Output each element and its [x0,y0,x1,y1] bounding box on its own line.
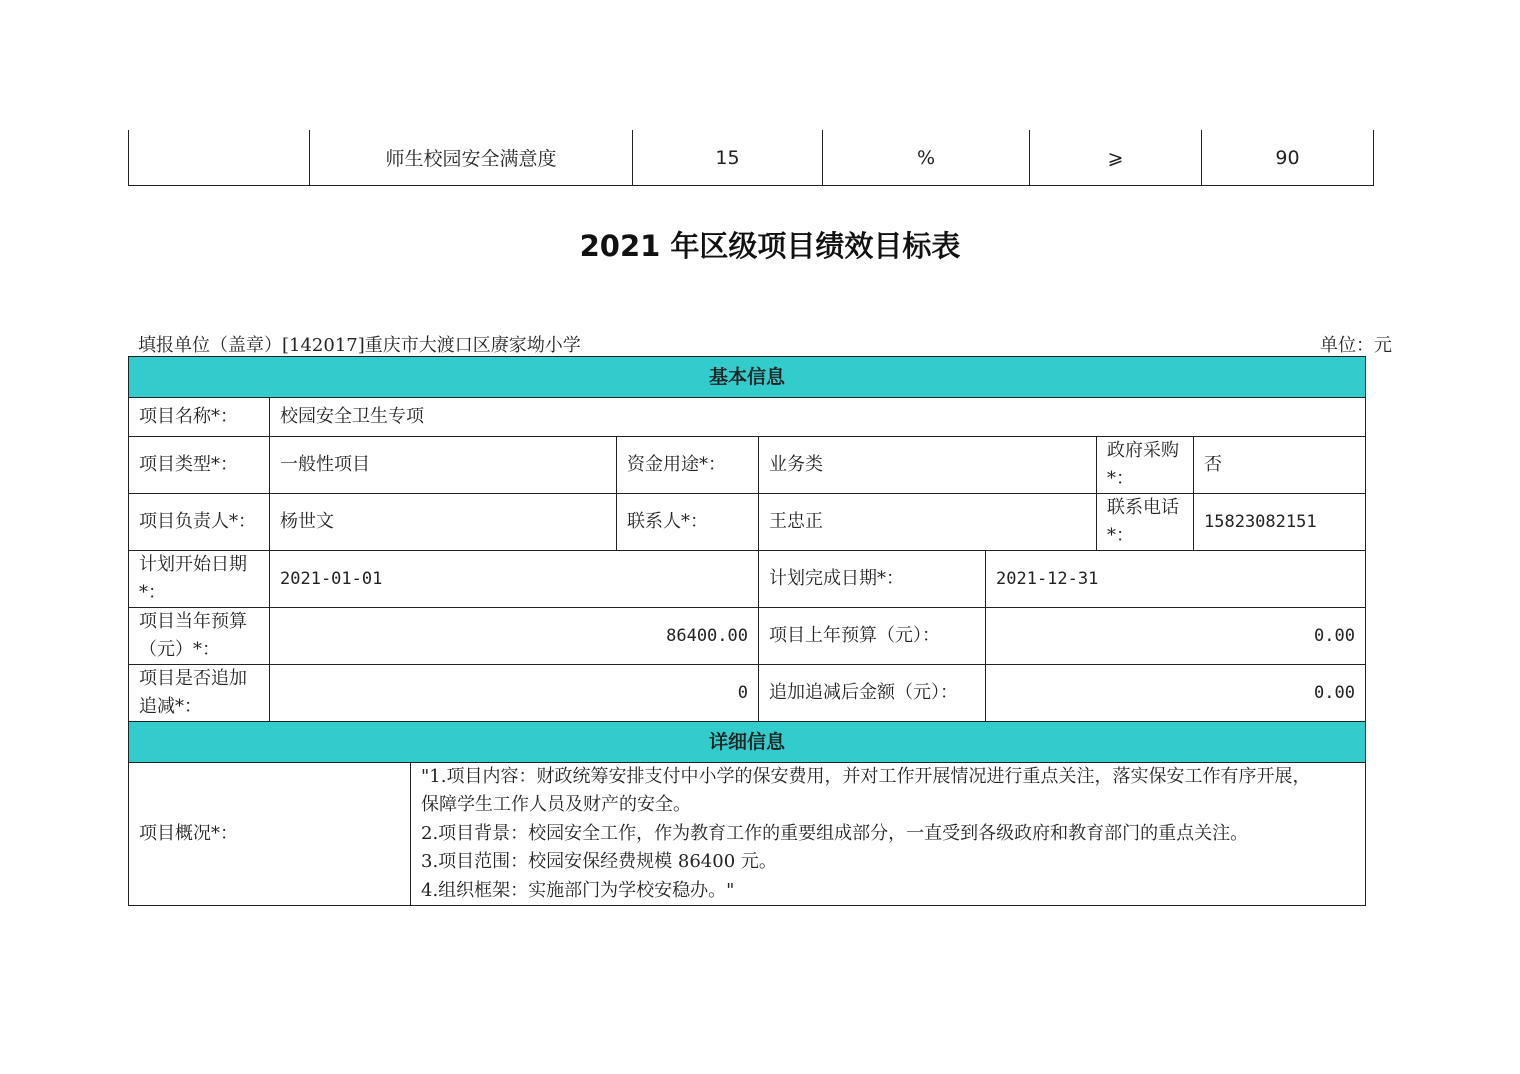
project-name-value: 校园安全卫生专项 [270,398,1366,437]
fund-use-label: 资金用途*： [617,437,759,494]
project-name-label: 项目名称*： [129,398,270,437]
current-budget-value: 86400.00 [270,608,759,665]
start-date-value: 2021-01-01 [270,551,759,608]
overview-line: 4.组织框架：实施部门为学校安稳办。" [421,879,735,901]
page-title: 2021 年区级项目绩效目标表 [579,229,961,263]
adjusted-amount-value: 0.00 [986,665,1366,722]
fund-use-value: 业务类 [759,437,1097,494]
indicator-name-cell: 师生校园安全满意度 [310,130,633,186]
table-row [129,494,1366,551]
basic-info-header: 基本信息 [129,357,1366,398]
currency-unit: 单位：元 [1320,335,1392,356]
end-date-value: 2021-12-31 [986,551,1366,608]
overview-line: 保障学生工作人员及财产的安全。 [421,794,691,816]
indicator-weight-cell: 15 [633,130,823,186]
overview-line: 2.项目背景：校园安全工作，作为教育工作的重要组成部分，一直受到各级政府和教育部门的重点关注。 [421,822,1249,844]
table-row [129,357,1366,398]
indicator-operator-cell: ⩾ [1030,130,1202,186]
start-date-label: 计划开始日期*： [129,551,270,608]
adjusted-amount-label: 追加追减后金额（元）： [759,665,986,722]
phone-value: 15823082151 [1194,494,1366,551]
gov-procurement-value: 否 [1194,437,1366,494]
contact-label: 联系人*： [617,494,759,551]
adjust-label: 项目是否追加追减*： [129,665,270,722]
detail-info-header: 详细信息 [129,722,1366,763]
end-date-label: 计划完成日期*： [759,551,986,608]
overview-line: 3.项目范围：校园安保经费规模 86400 元。 [421,851,777,873]
indicator-target-cell: 90 [1202,130,1374,186]
table-row [129,722,1366,763]
prev-budget-label: 项目上年预算（元）： [759,608,986,665]
prev-budget-value: 0.00 [986,608,1366,665]
project-overview-label: 项目概况*： [129,763,411,906]
current-budget-label: 项目当年预算（元）*： [129,608,270,665]
overview-line: "1.项目内容：财政统筹安排支付中小学的保安费用，并对工作开展情况进行重点关注，落实保安工作有序开展， [421,766,1311,787]
project-leader-value: 杨世文 [270,494,617,551]
reporting-unit: 填报单位（盖章）[142017]重庆市大渡口区赓家坳小学 [138,335,581,356]
indicator-category-cell [129,130,310,186]
phone-label: 联系电话*： [1097,494,1194,551]
contact-value: 王忠正 [759,494,1097,551]
indicator-table-fragment [128,130,1374,186]
project-type-label: 项目类型*： [129,437,270,494]
project-type-value: 一般性项目 [270,437,617,494]
table-row [129,763,1366,906]
table-row [129,551,1366,608]
table-row [129,398,1366,437]
gov-procurement-label: 政府采购*： [1097,437,1194,494]
table-row [129,665,1366,722]
table-row [129,130,1374,186]
project-overview-value [411,763,1366,906]
indicator-unit-cell: % [823,130,1030,186]
project-leader-label: 项目负责人*： [129,494,270,551]
table-row [129,608,1366,665]
adjust-value: 0 [270,665,759,722]
performance-target-table [128,356,1366,906]
table-row [129,437,1366,494]
